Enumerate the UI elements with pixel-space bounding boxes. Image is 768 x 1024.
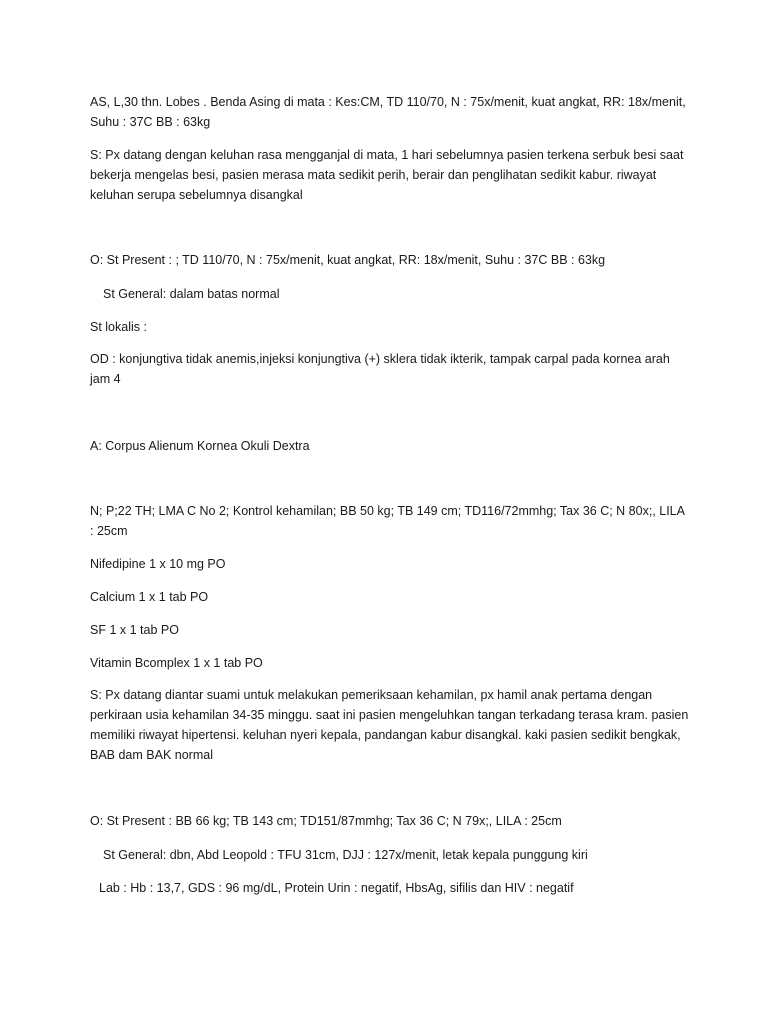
paragraph-pregnancy-summary: N; P;22 TH; LMA C No 2; Kontrol kehamilan; BB 50 kg; TB 149 cm; TD116/72mmhg; Tax 36 C; N 80x;, LILA : 25cm: [90, 504, 685, 538]
paragraph-general-leopold: St General: dbn, Abd Leopold : TFU 31cm, DJJ : 127x/menit, letak kepala punggung kiri: [103, 848, 588, 862]
medication-vitamin-bcomplex: Vitamin Bcomplex 1 x 1 tab PO: [90, 656, 263, 670]
paragraph-objective-pregnancy: O: St Present : BB 66 kg; TB 143 cm; TD151/87mmhg; Tax 36 C; N 79x;, LILA : 25cm: [90, 814, 562, 828]
medication-nifedipine: Nifedipine 1 x 10 mg PO: [90, 557, 226, 571]
paragraph-assessment: A: Corpus Alienum Kornea Okuli Dextra: [90, 439, 310, 453]
paragraph-subjective-eye: S: Px datang dengan keluhan rasa mengganjal di mata, 1 hari sebelumnya pasien terkena serbuk besi saat bekerja mengelas besi, pasien merasa mata sedikit perih, berair dan penglihatan sedikit kabur. riwayat keluhan serupa sebelumnya disangkal: [90, 148, 684, 202]
paragraph-patient-summary: AS, L,30 thn. Lobes . Benda Asing di mata : Kes:CM, TD 110/70, N : 75x/menit, kuat angkat, RR: 18x/menit, Suhu : 37C BB : 63kg: [90, 95, 686, 129]
paragraph-od-findings: OD : konjungtiva tidak anemis,injeksi konjungtiva (+) sklera tidak ikterik, tampak carpal pada kornea arah jam 4: [90, 352, 670, 386]
paragraph-objective-present: O: St Present : ; TD 110/70, N : 75x/menit, kuat angkat, RR: 18x/menit, Suhu : 37C BB : 63kg: [90, 253, 606, 267]
paragraph-general-status: St General: dalam batas normal: [103, 287, 280, 301]
paragraph-subjective-pregnancy: S: Px datang diantar suami untuk melakukan pemeriksaan kehamilan, px hamil anak pertama dengan perkiraan usia kehamilan 34-35 minggu. saat ini pasien mengeluhkan tangan terkadang terasa kram. pasien memiliki riwayat hipertensi. keluhan nyeri kepala, pandangan kabur disangkal. kaki pasien sedikit bengkak, BAB dam BAK normal: [90, 688, 689, 762]
medication-calcium: Calcium 1 x 1 tab PO: [90, 590, 209, 604]
paragraph-lab-results: Lab : Hb : 13,7, GDS : 96 mg/dL, Protein Urin : negatif, HbsAg, sifilis dan HIV : negatif: [99, 881, 574, 895]
medication-sf: SF 1 x 1 tab PO: [90, 623, 179, 637]
paragraph-local-status: St lokalis :: [90, 320, 147, 334]
